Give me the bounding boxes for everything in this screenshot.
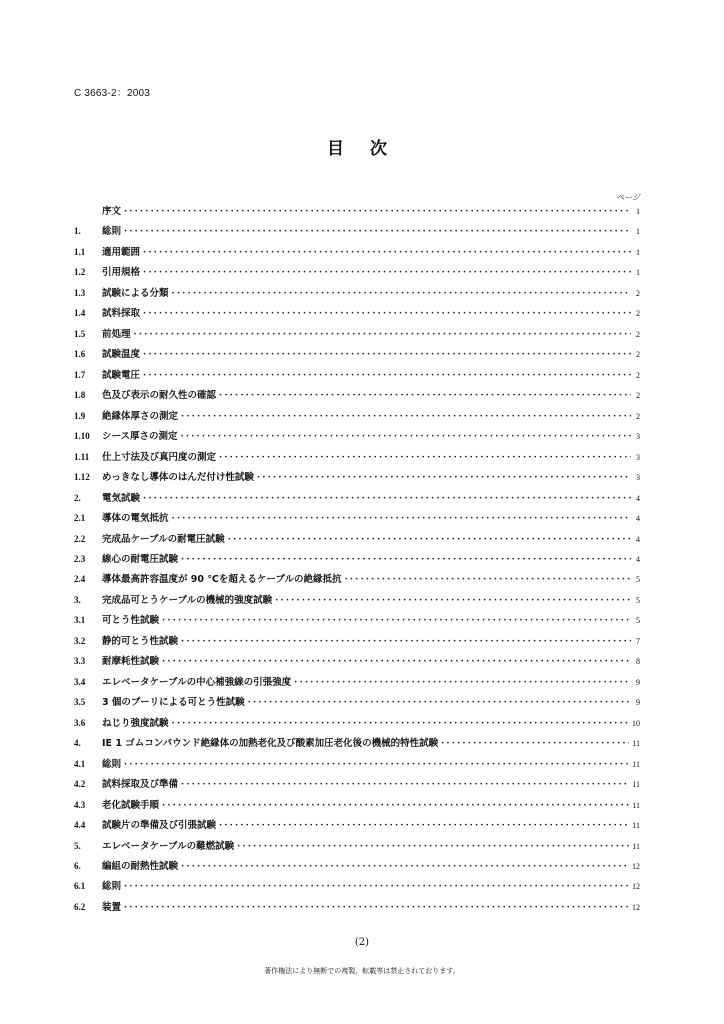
toc-leader-dots [162,800,629,813]
toc-entry [74,799,640,813]
toc-entry-title: 耐摩耗性試験 [102,656,160,668]
toc-entry-title: 仕上寸法及び真円度の測定 [102,451,217,463]
copyright-notice: 著作権法により無断での複製，転載等は禁止されております。 [264,967,460,975]
toc-entry-page: 4 [636,493,640,503]
toc-leader-dots [172,513,631,526]
toc-entry [74,348,640,362]
toc-entry-title: 総則 [102,758,122,770]
toc-entry-page: 1 [636,247,640,257]
toc-entry-page: 12 [632,882,640,892]
toc-entry-page: 11 [632,821,640,831]
toc-entry-number: 3. [74,594,81,605]
toc-entry-number: 1.4 [74,308,86,319]
toc-entry [74,696,640,710]
toc-entry [74,737,640,751]
toc-entry-title: ねじり強度試験 [102,717,169,729]
toc-leader-dots [143,349,631,362]
toc-entry-title: 編組の耐熱性試験 [102,861,179,872]
toc-entry-page: 11 [632,780,640,790]
toc-entry [74,451,640,465]
page-column-label: ページ [616,193,640,202]
toc-entry-number: 1.2 [74,267,86,278]
toc-entry-page: 3 [636,452,640,462]
toc-entry [74,512,640,526]
toc-leader-dots [143,247,631,260]
toc-entry-page: 3 [636,432,640,442]
toc-entry-page: 2 [636,288,640,298]
toc-leader-dots [219,820,629,833]
toc-entry [74,614,640,628]
toc-entry-page: 2 [636,350,640,360]
toc-entry-page: 9 [636,698,640,708]
toc-entry-number: 3.5 [74,697,86,708]
toc-entry-title: 完成品ケーブルの耐電圧試験 [102,533,225,545]
toc-entry-page: 2 [636,309,640,319]
toc-entry [74,860,640,874]
toc-entry-page: 11 [632,739,640,749]
toc-leader-dots [162,656,631,669]
toc-entry [74,635,640,649]
toc-entry-page: 5 [636,575,640,585]
toc-entry [74,594,640,608]
toc-leader-dots [124,902,629,915]
toc-entry [74,287,640,301]
toc-entry-number: 4.2 [74,779,86,790]
toc-leader-dots [181,411,631,424]
toc-entry-page: 7 [636,636,640,646]
toc-entry-title: 3 個のプーリによる可とう性試験 [102,697,245,709]
toc-entry [74,676,640,690]
toc-entry-page: 5 [636,616,640,626]
toc-entry-title: 線心の耐電圧試験 [102,553,179,565]
toc-leader-dots [143,267,631,280]
toc-entry [74,389,640,403]
toc-entry-page: 5 [636,595,640,605]
toc-entry-number: 2. [74,492,81,503]
toc-entry-number: 5. [74,840,81,851]
toc-entry-page: 2 [636,391,640,401]
toc-leader-dots [219,452,631,465]
toc-entry-number: 4.4 [74,820,86,831]
toc-entry-number: 2.2 [74,533,86,544]
toc-entry-number: 1.10 [74,431,90,442]
toc-leader-dots [124,759,629,772]
toc-entry-title: 前処理 [102,328,131,340]
toc-entry-page: 1 [636,227,640,237]
toc-entry-number: 1.1 [74,246,86,257]
toc-entry-number: 4. [74,738,81,749]
toc-entry-number: 1.12 [74,472,90,483]
page-number: (2) [354,937,370,948]
toc-entry-number: 1.7 [74,369,86,380]
toc-entry-title: 装置 [102,901,122,913]
toc-leader-dots [181,779,629,792]
document-code: C 3663-2：2003 [74,88,150,99]
toc-leader-dots [248,697,631,710]
toc-entry-number: 2.3 [74,553,86,564]
toc-entry-title: エレベータケーブルの中心補強線の引張強度 [102,676,292,688]
toc-leader-dots [124,226,631,239]
toc-entry-number: 3.6 [74,717,86,728]
toc-entry-number: 3.3 [74,656,86,667]
toc-entry [74,225,640,239]
toc-entry-page: 4 [636,514,640,524]
toc-leader-dots [294,677,631,690]
toc-entry-number: 1. [74,226,81,237]
toc-entry-number: 1.3 [74,287,86,298]
toc-entry-title: 適用範囲 [102,246,141,258]
toc-entry [74,533,640,547]
toc-entry-title: 試験温度 [102,349,141,361]
toc-leader-dots [345,574,632,587]
toc-entry-page: 4 [636,554,640,564]
toc-entry [74,819,640,833]
toc-entry-title: 絶縁体厚さの測定 [102,410,179,422]
toc-entry [74,778,640,792]
toc-entry-number: 4.3 [74,799,86,810]
toc-entry-title: 導体の電気抵抗 [102,513,169,525]
toc-entry [74,328,640,342]
toc-entry-title: 総則 [102,226,122,238]
toc-entry-title: 試料採取 [102,308,141,320]
toc-entry-title: 可とう性試験 [102,615,160,627]
toc-entry-number: 6.1 [74,881,86,892]
toc-leader-dots [181,636,631,649]
toc-entry-number: 2.1 [74,513,86,524]
toc-entry-title: 老化試験手順 [102,799,160,811]
toc-entry-number: 6.2 [74,901,86,912]
toc-entry-number: 2.4 [74,574,86,585]
toc-entry-number: 1.5 [74,328,86,339]
toc-leader-dots [172,288,631,301]
toc-entry [74,880,640,894]
toc-entry-page: 10 [632,718,640,728]
toc-entry [74,655,640,669]
toc-entry-page: 2 [636,411,640,421]
toc-leader-dots [441,738,629,751]
toc-entry-page: 4 [636,534,640,544]
toc-entry [74,901,640,915]
toc-leader-dots [134,329,631,342]
toc-entry [74,573,640,587]
page-title: 目 次 [327,139,397,159]
toc-leader-dots [181,431,631,444]
toc-entry-page: 12 [632,862,640,871]
toc-entry-number: 3.1 [74,615,86,626]
toc-entry [74,553,640,567]
toc-leader-dots [172,718,629,731]
toc-entry-title: IE 1 ゴムコンパウンド絶縁体の加熱老化及び酸素加圧老化後の機械的特性試験 [102,738,439,750]
toc-entry-title: 試験片の準備及び引張試験 [102,820,217,832]
toc-entry-page: 1 [636,268,640,278]
toc-leader-dots [181,861,629,874]
toc-leader-dots [228,534,631,547]
toc-entry [74,758,640,772]
toc-leader-dots [143,493,631,506]
toc-entry-page: 2 [636,329,640,339]
toc-leader-dots [124,206,631,219]
toc-leader-dots [143,308,631,321]
toc-entry [74,430,640,444]
toc-entry-number: 6. [74,861,81,871]
toc-entry-title: 試験電圧 [102,369,141,381]
toc-entry [74,369,640,383]
toc-entry [74,205,640,219]
toc-entry-number: 1.8 [74,390,86,401]
toc-entry-title: めっきなし導体のはんだ付け性試験 [102,472,254,484]
toc-entry [74,492,640,506]
toc-entry-title: 完成品可とうケーブルの機械的強度試験 [102,594,273,606]
toc-leader-dots [143,370,631,383]
toc-entry-title: 静的可とう性試験 [102,635,179,647]
toc-entry-page: 9 [636,677,640,687]
toc-entry-page: 3 [636,473,640,483]
toc-entry-title: シース厚さの測定 [102,431,178,443]
toc-entry [74,471,640,485]
toc-leader-dots [237,841,629,854]
toc-entry-title: 試料採取及び準備 [102,779,179,791]
toc-entry-page: 1 [636,207,640,216]
toc-entry-page: 11 [632,841,640,851]
toc-entry [74,246,640,260]
toc-entry [74,840,640,854]
toc-entry-number: 1.11 [74,451,90,462]
toc-entry-title: 総則 [102,881,122,893]
toc-entry-title: 色及び表示の耐久性の確認 [102,390,217,402]
toc-entry-number: 3.4 [74,676,86,687]
toc-leader-dots [181,554,631,567]
toc-entry-page: 2 [636,370,640,380]
toc-entry-title: 試験による分類 [102,287,169,299]
toc-entry-title: 引用規格 [102,267,141,279]
toc-entry-page: 11 [632,759,640,769]
toc-entry-number: 3.2 [74,635,86,646]
toc-entry [74,307,640,321]
toc-entry-title: エレベータケーブルの難燃試験 [102,840,235,852]
toc-entry-page: 8 [636,657,640,667]
toc-entry-page: 11 [632,800,640,810]
toc-entry-number: 1.9 [74,410,86,421]
toc-leader-dots [275,595,631,608]
toc-entry-title: 序文 [102,206,122,217]
toc-entry-title: 電気試験 [102,492,141,504]
toc-leader-dots [124,881,629,894]
toc-entry [74,266,640,280]
table-of-contents [74,205,640,915]
toc-entry-number: 4.1 [74,758,86,769]
toc-leader-dots [257,472,631,485]
toc-entry [74,717,640,731]
toc-entry-page: 12 [632,902,640,912]
toc-entry [74,410,640,424]
toc-entry-number: 1.6 [74,349,86,360]
toc-leader-dots [219,390,631,403]
toc-entry-title: 導体最高許容温度が 90 ℃を超えるケーブルの絶縁抵抗 [102,574,342,586]
toc-leader-dots [162,615,631,628]
